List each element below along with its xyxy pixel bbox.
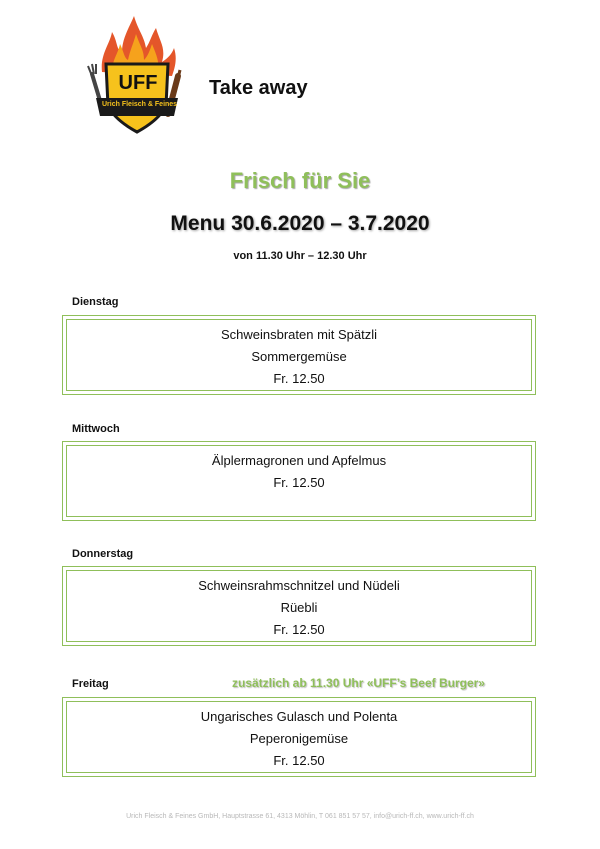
dish-line: Schweinsbraten mit Spätzli — [220, 327, 378, 342]
dish-line: Ungarisches Gulasch und Polenta — [200, 709, 398, 724]
headline: Frisch für Sie — [229, 168, 371, 193]
uff-logo — [82, 14, 192, 136]
menu-box-donnerstag — [62, 566, 536, 646]
dish-line: Älplermagronen und Apfelmus — [211, 453, 387, 468]
take-away-label: Take away — [209, 77, 308, 99]
menu-box-mittwoch — [62, 441, 536, 521]
price-line: Fr. 12.50 — [273, 753, 325, 768]
day-label-donnerstag: Donnerstag — [72, 548, 134, 560]
serving-hours: von 11.30 Uhr – 12.30 Uhr — [233, 250, 367, 262]
dish-line: Schweinsrahmschnitzel und Nüdeli — [198, 578, 400, 593]
menu-box-inner — [66, 445, 532, 517]
friday-extra-note: zusätzlich ab 11.30 Uhr «UFF’s Beef Burger» — [232, 676, 485, 690]
dish-line: Sommergemüse — [251, 349, 347, 364]
dish-line: Peperonigemüse — [249, 731, 349, 746]
menu-box-dienstag — [62, 315, 536, 395]
menu-title: Menu 30.6.2020 – 3.7.2020 — [170, 212, 430, 235]
price-line: Fr. 12.50 — [273, 371, 325, 386]
menu-box-inner — [66, 319, 532, 391]
menu-box-inner — [66, 701, 532, 773]
dish-line: Rüebli — [280, 600, 318, 615]
price-line: Fr. 12.50 — [273, 475, 325, 490]
menu-box-freitag — [62, 697, 536, 777]
menu-box-inner — [66, 570, 532, 642]
day-label-dienstag: Dienstag — [72, 296, 119, 308]
logo-text: UFF — [118, 72, 158, 94]
price-line: Fr. 12.50 — [273, 622, 325, 637]
day-label-mittwoch: Mittwoch — [72, 423, 120, 435]
footer-address: Urich Fleisch & Feines GmbH, Hauptstrasse 61, 4313 Möhlin, T 061 851 57 57, info@urich-ff.ch, www.urich-ff.ch — [126, 813, 474, 820]
day-label-freitag: Freitag — [72, 678, 109, 690]
logo-ribbon-text: Urich Fleisch & Feines — [102, 101, 178, 108]
